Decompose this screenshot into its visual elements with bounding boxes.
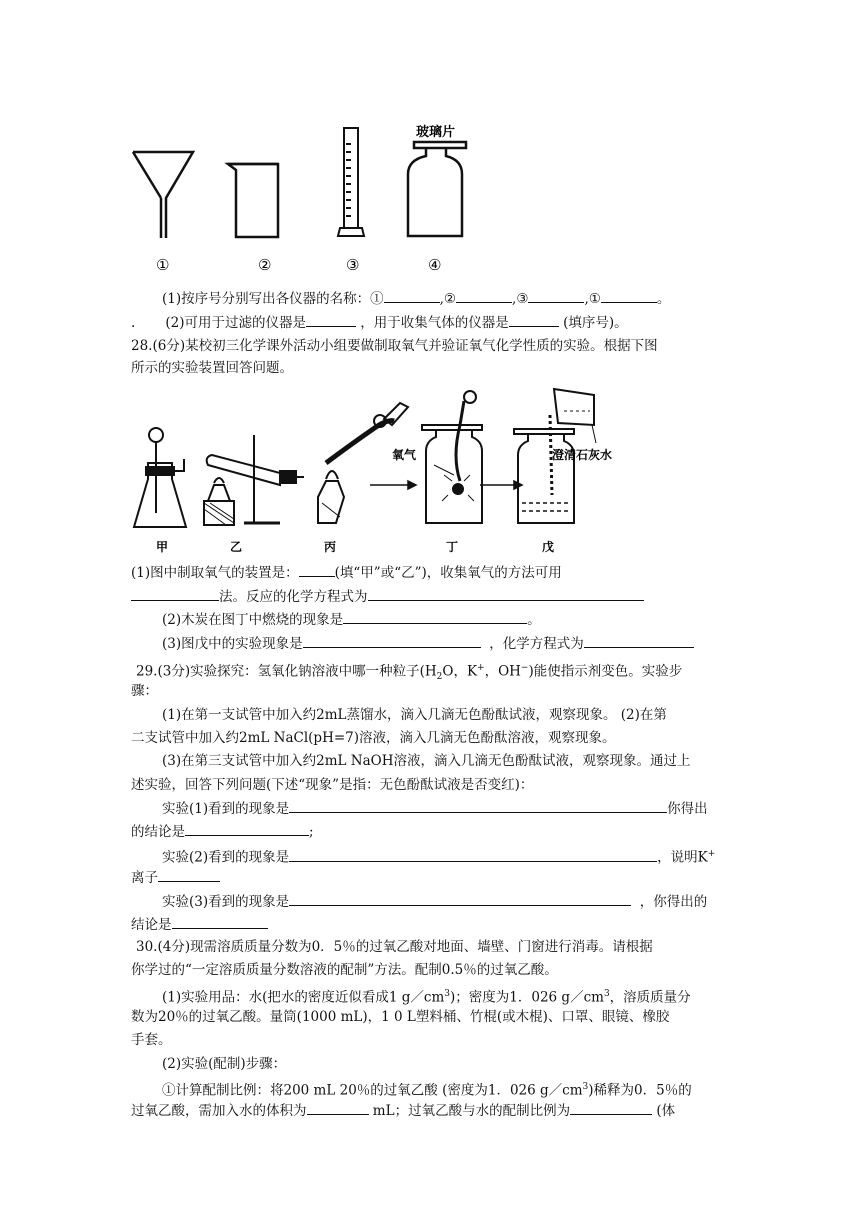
marker-4: ④	[428, 256, 442, 274]
answer-blank[interactable]	[289, 799, 667, 813]
q29-exp2-cont: 离子	[131, 868, 736, 887]
q29-step4: 述实验，回答下列问题(下述“现象”是指：无色酚酞试液是否变红)：	[131, 777, 534, 793]
answer-blank[interactable]	[584, 634, 694, 648]
answer-blank[interactable]	[306, 313, 356, 327]
conical-flask-icon	[134, 428, 186, 527]
q28-question2: (2)木炭在图丁中燃烧的现象是 。	[162, 612, 541, 628]
label-bing: 丙	[324, 540, 337, 554]
q30-calc-line1: ①计算配制比例：将200 mL 20％的过氧乙酸 (密度为1．026 $g/cm^3$)稀释为0．5％的	[162, 1082, 692, 1099]
q29-exp1-cont: 的结论是 ;	[131, 824, 314, 840]
marker-2: ②	[258, 256, 272, 274]
label-wu: 戊	[542, 540, 555, 554]
gas-collecting-bottle-icon	[408, 142, 466, 236]
q28-question3: (3)图戊中的实验现象是 ，化学方程式为	[162, 634, 767, 653]
glass-sheet-label: 玻璃片	[416, 125, 456, 140]
q27-part1: (1)按序号分别写出各仪器的名称：① ,② ,③ ,① 。	[162, 291, 671, 307]
answer-blank[interactable]	[299, 563, 335, 577]
q28-question1-cont: 法。反应的化学方程式为	[131, 587, 736, 606]
answer-blank[interactable]	[289, 892, 631, 906]
answer-blank[interactable]	[158, 868, 220, 882]
answer-blank[interactable]	[131, 587, 219, 601]
answer-blank[interactable]	[172, 915, 268, 929]
answer-blank[interactable]	[303, 634, 481, 648]
label-yi: 乙	[230, 540, 243, 554]
q30-materials-line3: 手套。	[131, 1032, 172, 1048]
answer-blank[interactable]	[307, 1101, 369, 1115]
label-jia: 甲	[156, 540, 169, 554]
q27-part2: . (2)可用于过滤的仪器是 ，用于收集气体的仪器是 (填序号)。	[131, 315, 628, 331]
answer-blank[interactable]	[456, 289, 512, 303]
answer-blank[interactable]	[528, 289, 584, 303]
limewater-label: 澄清石灰水	[552, 448, 613, 462]
answer-blank[interactable]	[343, 610, 527, 624]
q30-intro-line1: 30.(4分)现需溶质质量分数为0．5％的过氧乙酸对地面、墙壁、门窗进行消毒。请根据	[136, 939, 653, 955]
q29-exp3-cont: 结论是	[131, 915, 736, 934]
oxygen-label: 氧气	[392, 448, 417, 462]
q29-exp2: 实验(2)看到的现象是 ，说明K+	[162, 849, 716, 866]
funnel-icon	[133, 152, 193, 238]
heating-apparatus-icon	[204, 435, 304, 525]
marker-1: ①	[156, 256, 170, 274]
answer-blank[interactable]	[185, 822, 309, 836]
marker-3: ③	[346, 256, 360, 274]
q28-intro-line1: 28.(6分)某校初三化学课外活动小组要做制取氧气并验证氧气化学性质的实验。根据下图	[131, 338, 658, 354]
q29-intro-line2: 骤：	[131, 683, 158, 699]
label-ding: 丁	[446, 540, 459, 554]
q29-step3: (3)在第三支试管中加入约2mL NaOH溶液，滴入几滴无色酚酞试液，观察现象。通过上	[162, 753, 691, 769]
q30-materials-line2: 数为20％的过氧乙酸。量筒(1000 mL)，1 0 L塑料桶、竹棍(或木棍)、口罩、眼镜、橡胶	[131, 1009, 670, 1025]
arrow-icon	[370, 481, 522, 489]
instrument-figure	[130, 120, 480, 280]
q29-exp3: 实验(3)看到的现象是 ，你得出的	[162, 894, 708, 910]
tongs-lamp-icon	[318, 403, 408, 523]
oxygen-bottle-icon	[422, 391, 482, 523]
answer-blank[interactable]	[368, 587, 644, 601]
q30-calc-line2: 过氧乙酸，需加入水的体积为 mL；过氧乙酸与水的配制比例为 (体	[131, 1103, 676, 1119]
beaker-icon	[228, 164, 278, 237]
q30-intro-line2: 你学过的“一定溶质质量分数溶液的配制”方法。配制0.5％的过氧乙酸。	[131, 962, 558, 978]
q28-question1: (1)图中制取氧气的装置是： (填“甲”或“乙”)，收集氧气的方法可用	[131, 565, 562, 581]
answer-blank[interactable]	[384, 289, 440, 303]
answer-blank[interactable]	[601, 289, 657, 303]
q29-intro-line1: 29.(3分)实验探究：氢氧化钠溶液中哪一种粒子($H_2O$，K+，OH−)能使指示剂变色。实验步	[136, 663, 683, 683]
graduated-cylinder-icon	[338, 128, 364, 236]
q28-intro-line2: 所示的实验装置回答问题。	[131, 360, 293, 376]
oxygen-apparatus-figure	[130, 385, 650, 560]
q30-steps-heading: (2)实验(配制)步骤：	[162, 1056, 287, 1072]
answer-blank[interactable]	[289, 848, 657, 862]
q29-exp1: 实验(1)看到的现象是 你得出	[162, 801, 708, 817]
q30-materials-line1: (1)实验用品：水(把水的密度近似看成1 $g/cm^3$)；密度为1．026 $g/cm^3$，溶质质量分	[162, 989, 691, 1006]
q29-step1: (1)在第一支试管中加入约2mL蒸馏水，滴入几滴无色酚酞试液，观察现象。 (2)在第	[162, 707, 667, 723]
answer-blank[interactable]	[570, 1101, 652, 1115]
answer-blank[interactable]	[509, 313, 559, 327]
q29-step2: 二支试管中加入约2mL NaCl(pH=7)溶液，滴入几滴无色酚酞溶液，观察现象。	[131, 730, 616, 746]
